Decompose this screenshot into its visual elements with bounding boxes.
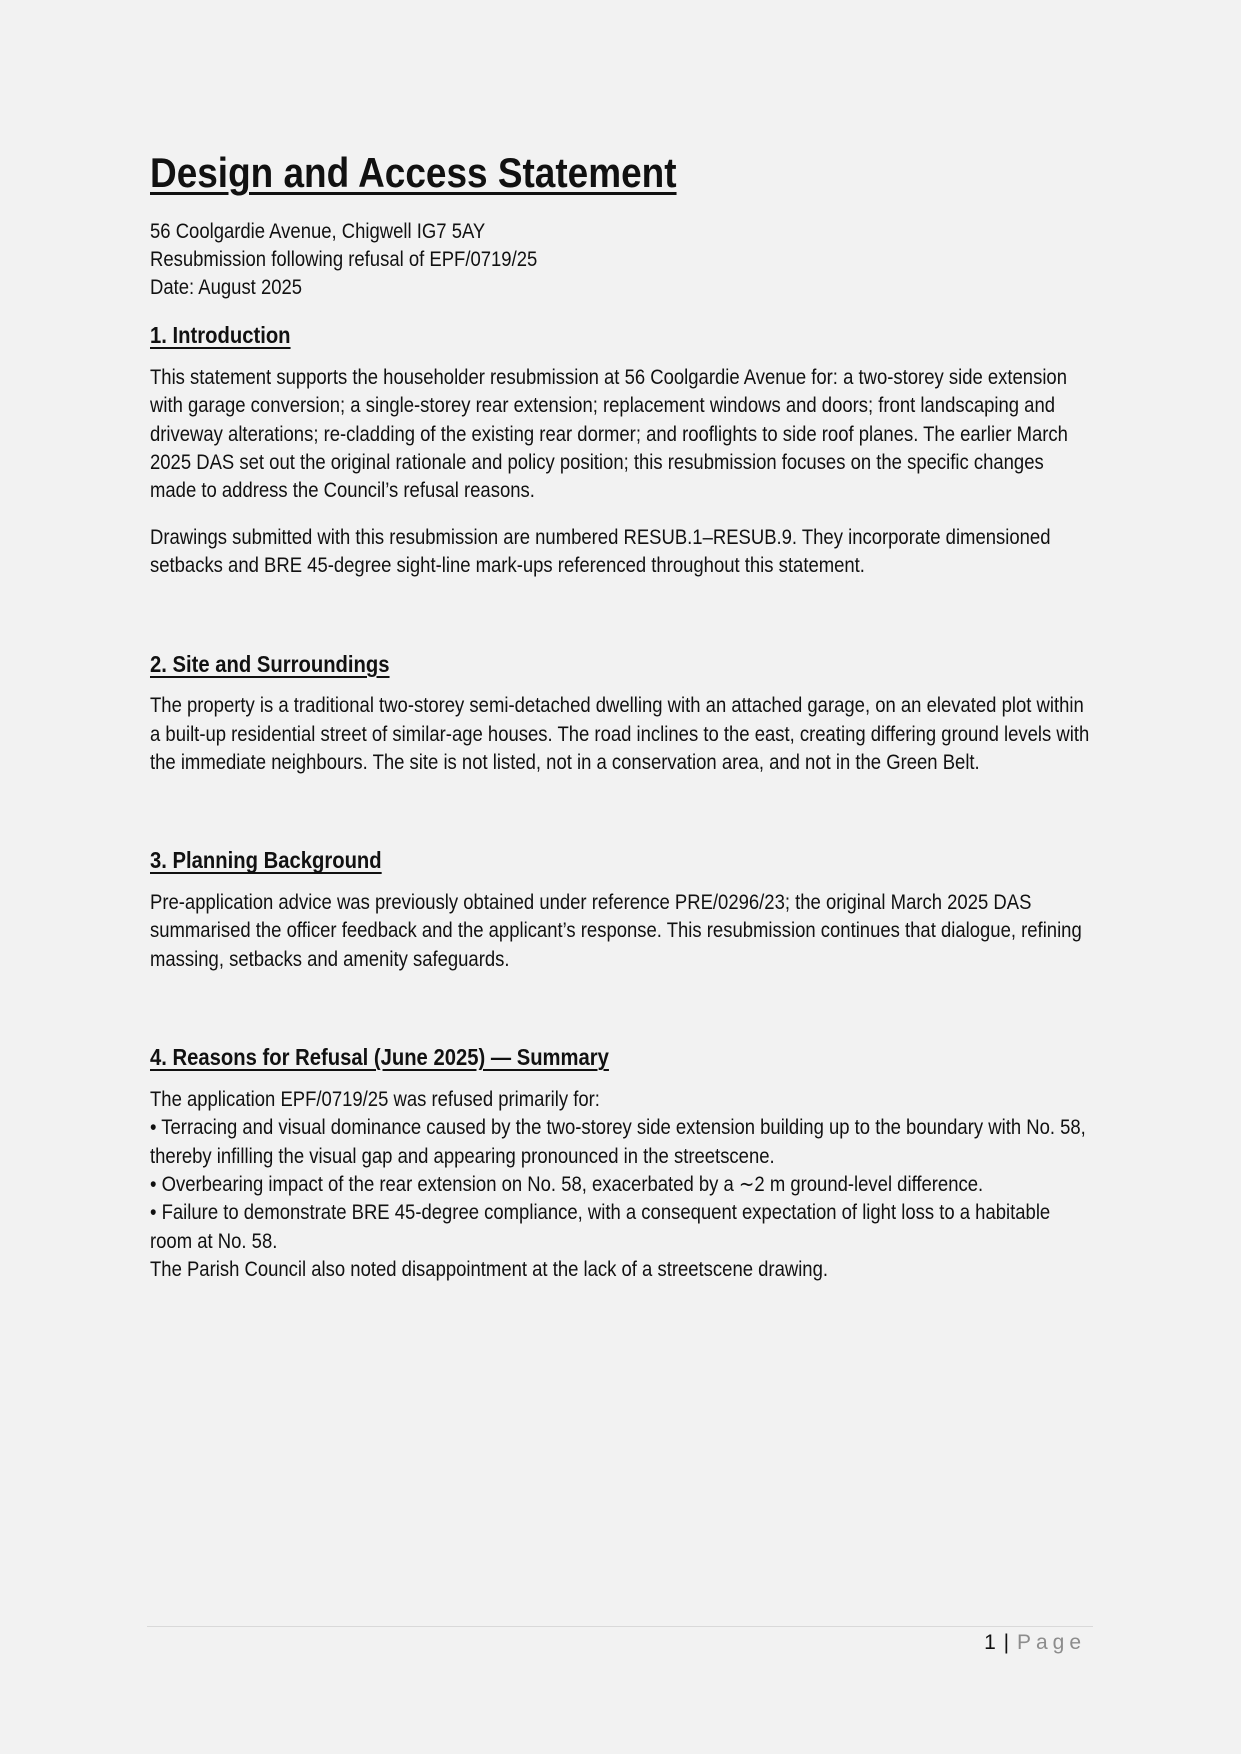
footer-divider — [147, 1626, 1093, 1627]
site-address: 56 Coolgardie Avenue, Chigwell IG7 5AY — [150, 220, 486, 244]
section-spacer — [150, 992, 1092, 1044]
refusal-bullet: • Terracing and visual dominance caused by the two-storey side extension building up to the boundary with No. 58, thereby infilling the visual gap and appearing pronounced in the streetscene. — [150, 1116, 1086, 1168]
document-date: Date: August 2025 — [150, 276, 303, 300]
page-number: 1 — [984, 1631, 996, 1654]
section-heading-refusal: 4. Reasons for Refusal (June 2025) — Summary — [150, 1044, 609, 1071]
site-paragraph: The property is a traditional two-storey semi-detached dwelling with an attached garage, on an elevated plot within a built-up residential street of similar-age houses. The road inclines to the east, creating differing ground levels with the immediate neighbours. The site is not listed, not in a conservation area, and not in the Green Belt. — [150, 694, 1090, 775]
refusal-bullet: • Failure to demonstrate BRE 45-degree compliance, with a consequent expectation of light loss to a habitable room at No. 58. — [150, 1201, 1051, 1253]
introduction-paragraph-1: This statement supports the householder resubmission at 56 Coolgardie Avenue for: a two-storey side extension with garage conversion; a single-storey rear extension; replacement windows and doors; front landscaping and driveway alterations; re-cladding of the existing rear dormer; and rooflights to side roof planes. The earlier March 2025 DAS set out the original rationale and policy position; this resubmission focuses on the specific changes made to address the Council’s refusal reasons. — [150, 365, 1068, 503]
section-spacer — [150, 795, 1092, 847]
resubmission-subtitle: Resubmission following refusal of EPF/0719/25 — [150, 248, 538, 272]
refusal-intro-line: The application EPF/0719/25 was refused primarily for: — [150, 1087, 600, 1111]
section-spacer — [150, 599, 1092, 651]
document-title: Design and Access Statement — [150, 149, 677, 196]
refusal-bullet: • Overbearing impact of the rear extension on No. 58, exacerbated by a ∼2 m ground-level difference. — [150, 1173, 984, 1197]
introduction-paragraph-2: Drawings submitted with this resubmission are numbered RESUB.1–RESUB.9. They incorporate dimensioned setbacks and BRE 45-degree sight-line mark-ups referenced throughout this statement. — [150, 525, 1051, 578]
page-footer — [984, 1629, 1086, 1657]
section-heading-introduction: 1. Introduction — [150, 322, 291, 349]
document-body — [150, 149, 1090, 1285]
refusal-closing-line: The Parish Council also noted disappointment at the lack of a streetscene drawing. — [150, 1258, 828, 1282]
page-separator: | — [1003, 1631, 1010, 1654]
planning-paragraph: Pre-application advice was previously obtained under reference PRE/0296/23; the original March 2025 DAS summarised the officer feedback and the applicant’s response. This resubmission continues that dialogue, refining massing, setbacks and amenity safeguards. — [150, 891, 1082, 971]
section-heading-site: 2. Site and Surroundings — [150, 650, 390, 677]
refusal-list — [150, 1086, 1092, 1285]
document-meta — [150, 218, 1092, 302]
section-heading-planning: 3. Planning Background — [150, 847, 382, 874]
page-label: Page — [1016, 1631, 1086, 1654]
